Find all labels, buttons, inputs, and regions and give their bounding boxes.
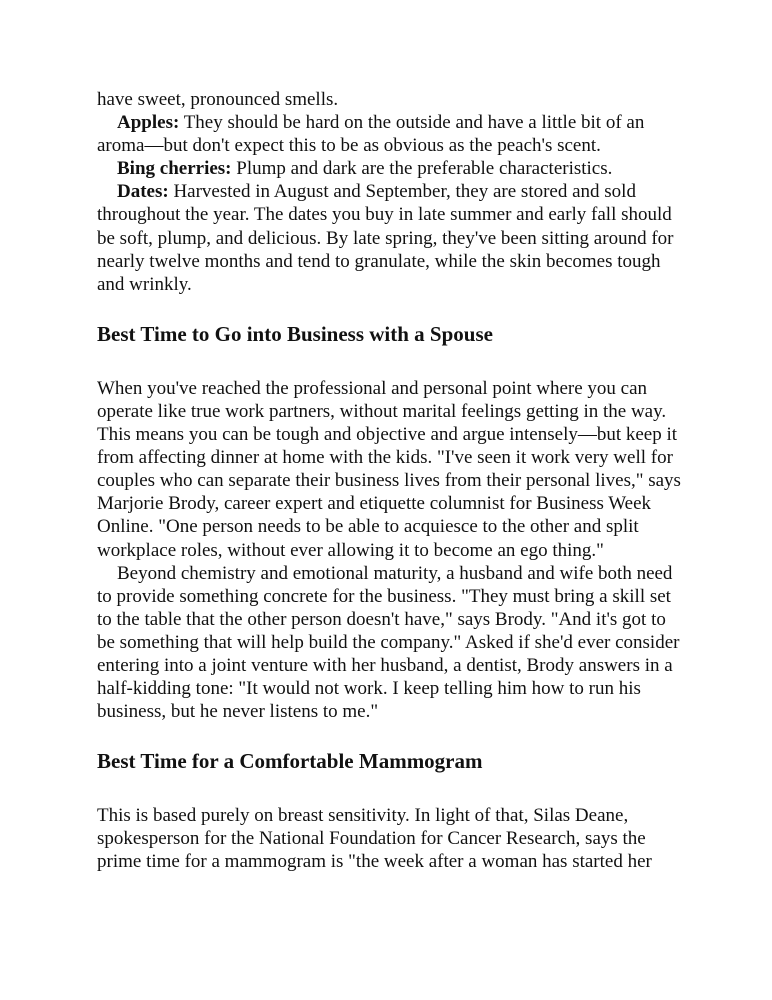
spouse-paragraph-1: When you've reached the professional and personal point where you can operate like true work partners, without marital feelings getting in the way. This means you can be tough and objective and argue intensely—but keep it from affecting dinner at home with the kids. "I've seen it work very well for couples who can separate their business lives from their personal lives," says Marjorie Brody, career expert and etiquette columnist for Business Week Online. "One person needs to be able to acquiesce to the other and split workplace roles, without ever allowing it to become an ego thing." (97, 377, 681, 561)
fruit-text-apples: They should be hard on the outside and have a little bit of an aroma—but don't expect this to be as obvious as the peach's scent. (97, 112, 645, 157)
fruit-lead-bing-cherries: Bing cherries: (117, 158, 232, 180)
intro-fragment: have sweet, pronounced smells. (97, 89, 339, 110)
fruit-entry-apples (97, 111, 687, 157)
section-heading-spouse: Best Time to Go into Business with a Spouse (97, 321, 493, 346)
section-heading-mammogram: Best Time for a Comfortable Mammogram (97, 749, 483, 774)
fruit-lead-dates: Dates: (117, 181, 169, 203)
fruit-text-bing-cherries: Plump and dark are the preferable characteristics. (231, 158, 613, 180)
fruit-entry-dates (97, 180, 687, 295)
spouse-paragraph-2: Beyond chemistry and emotional maturity, a husband and wife both need to provide something concrete for the business. "They must bring a skill set to the table that the other person doesn't have," says Brody. "And it's got to be something that will help build the company." Asked if she'd ever consider entering into a joint venture with her husband, a dentist, Brody answers in a half-kidding tone: "It would not work. I keep telling him how to run his business, but he never listens to me." (97, 562, 680, 723)
fruit-text-dates: Harvested in August and September, they are stored and sold throughout the year. The dates you buy in late summer and early fall should be soft, plump, and delicious. By late spring, they've been sitting around for nearly twelve months and tend to granulate, while the skin becomes tough and wrinkly. (97, 181, 674, 295)
fruit-lead-apples: Apples: (117, 112, 180, 134)
fruit-entry-bing-cherries (97, 157, 687, 180)
page-content (97, 88, 687, 874)
mammogram-paragraph-1: This is based purely on breast sensitivity. In light of that, Silas Deane, spokesperson for the National Foundation for Cancer Research, says the prime time for a mammogram is "the week after a woman has started her (97, 805, 652, 873)
